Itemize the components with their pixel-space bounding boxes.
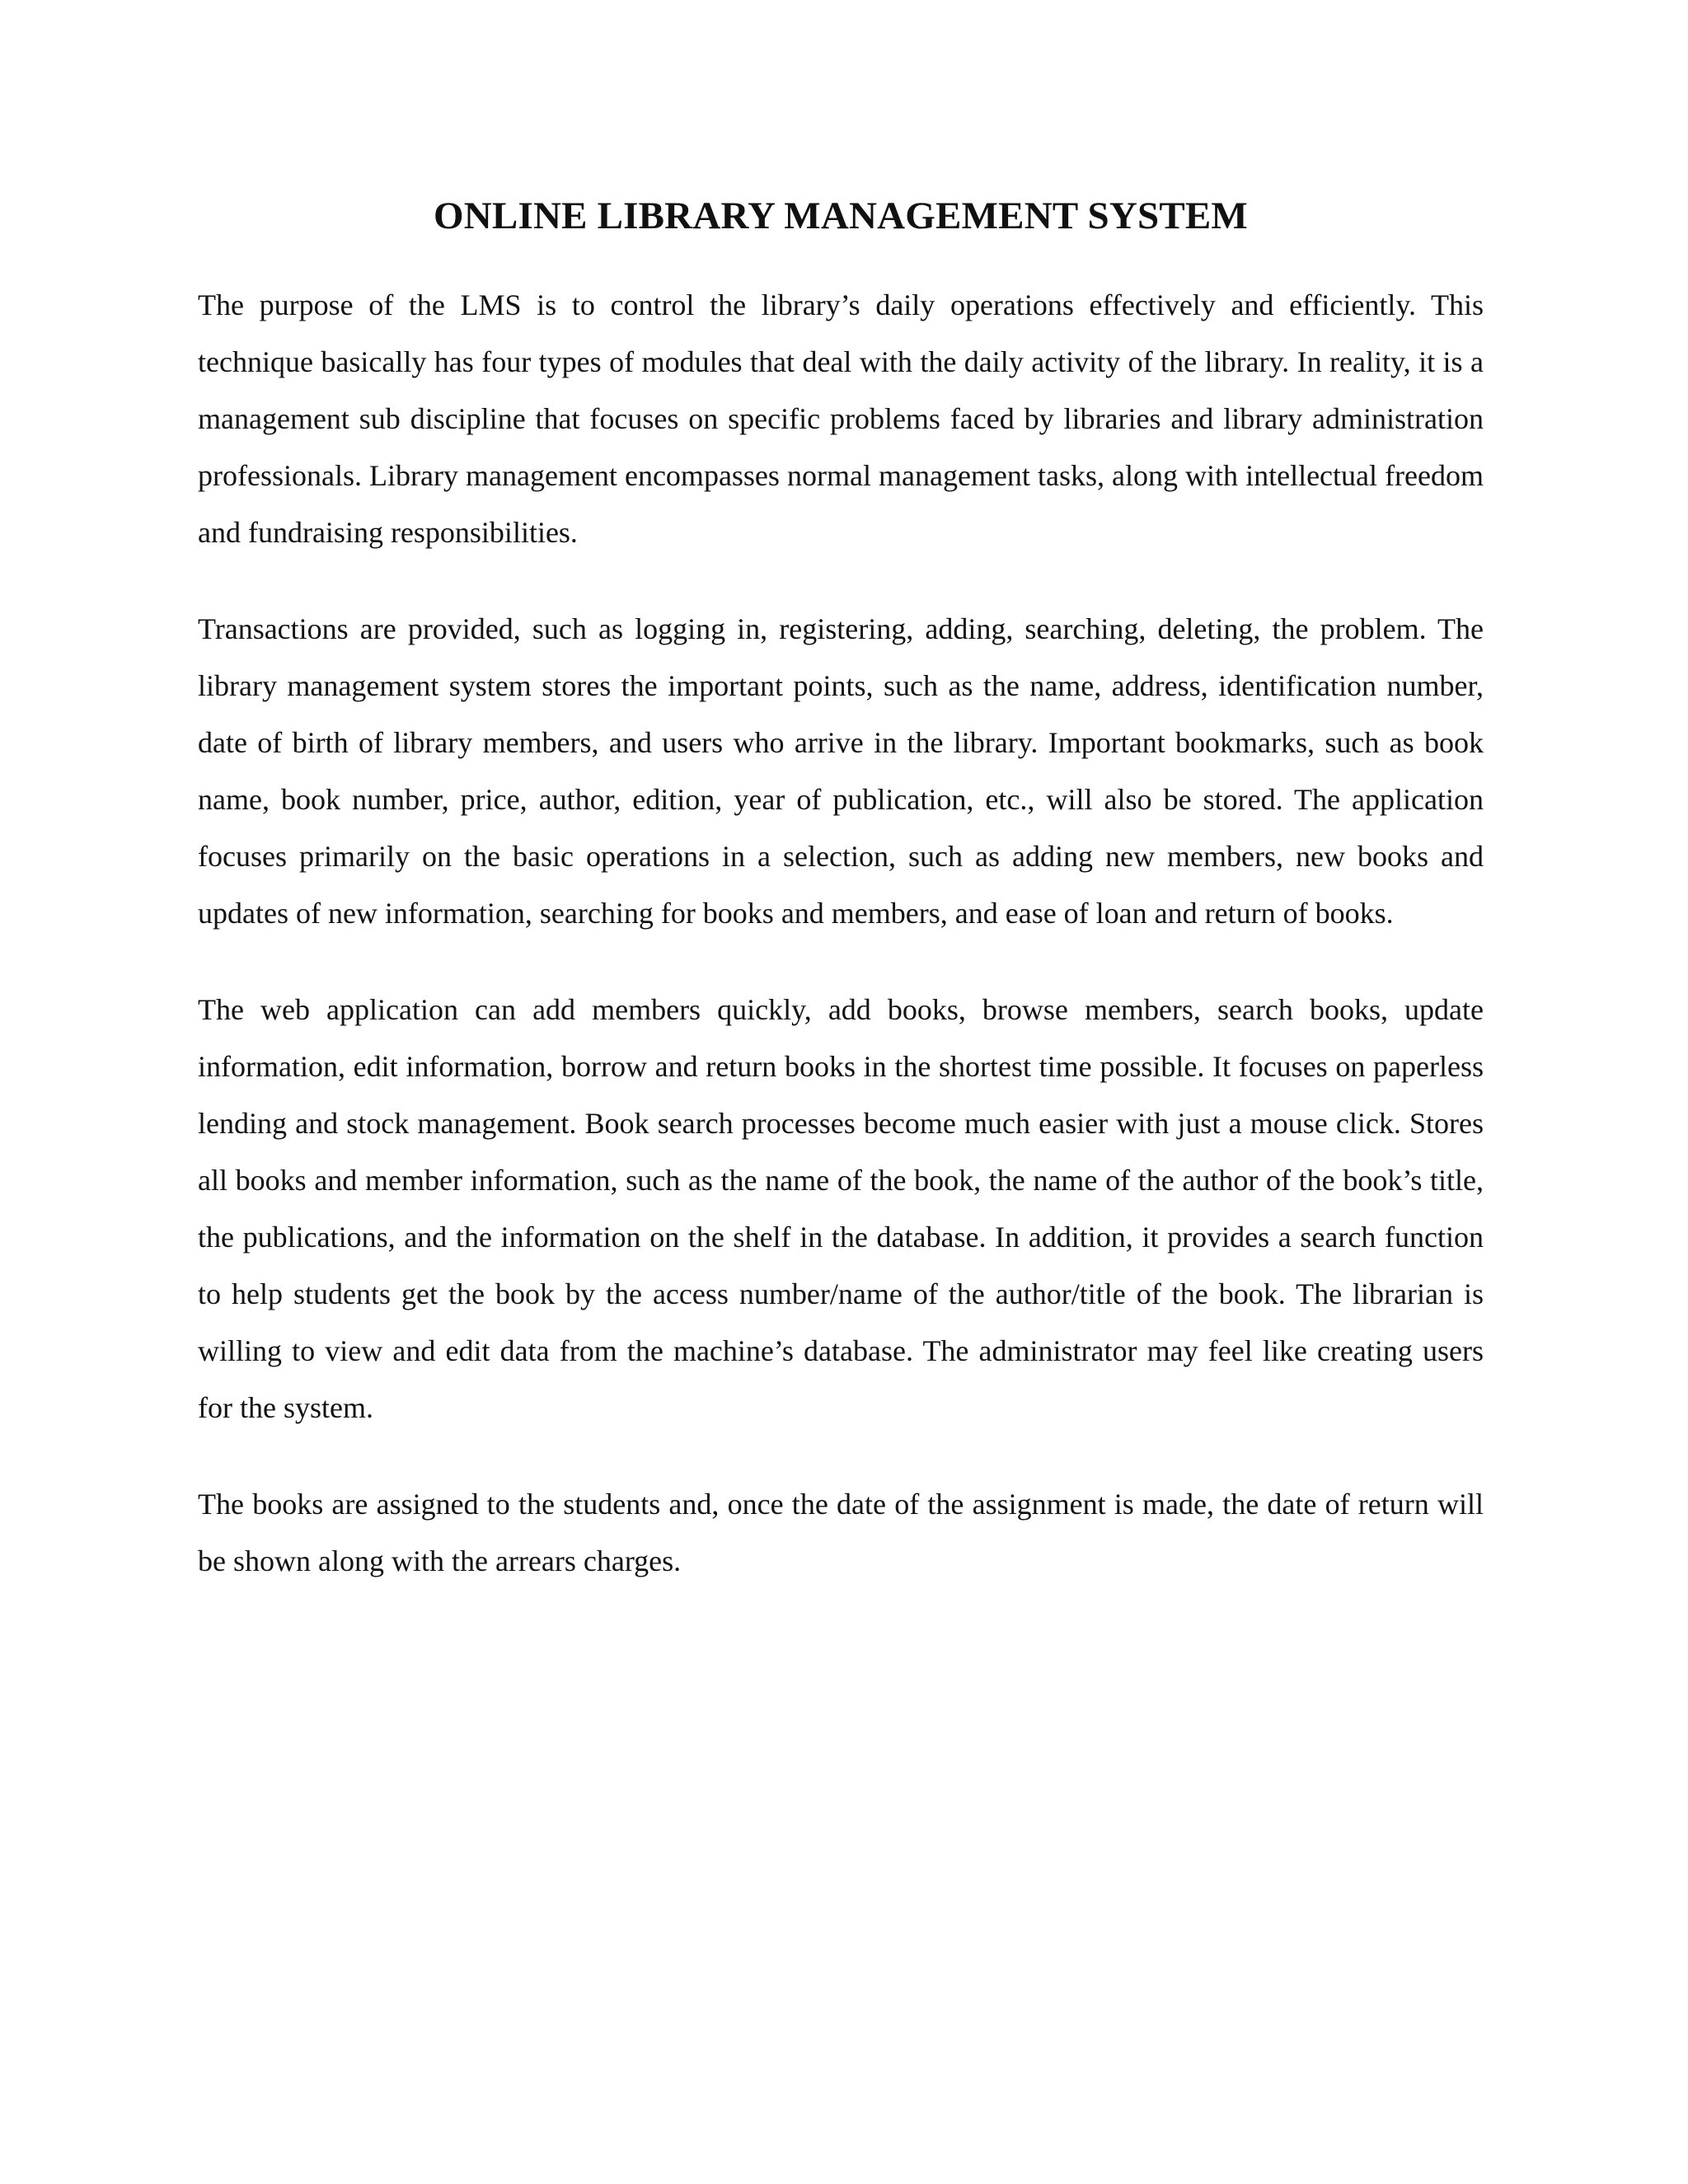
document-title: ONLINE LIBRARY MANAGEMENT SYSTEM	[434, 194, 1248, 237]
paragraph-book-assignment: The books are assigned to the students and, once the date of the assignment is made, the date of return will be shown along with the arrears charges.	[198, 1488, 1484, 1577]
paragraph-purpose: The purpose of the LMS is to control the library’s daily operations effectively and efficiently. This technique basically has four types of modules that deal with the daily activity of the library. In reality, it is a management sub discipline that focuses on specific problems faced by libraries and library administration professionals. Library management encompasses normal management tasks, along with intellectual freedom and fundraising responsibilities.	[198, 288, 1484, 549]
paragraph-web-application: The web application can add members quickly, add books, browse members, search books, update information, edit information, borrow and return books in the shortest time possible. It focuses on paperless lending and stock management. Book search processes become much easier with just a mouse click. Stores all books and member information, such as the name of the book, the name of the author of the book’s title, the publications, and the information on the shelf in the database. In addition, it provides a search function to help students get the book by the access number/name of the author/title of the book. The librarian is willing to view and edit data from the machine’s database. The administrator may feel like creating users for the system.	[198, 993, 1484, 1424]
document-body	[198, 277, 1484, 1629]
paragraph-transactions: Transactions are provided, such as logging in, registering, adding, searching, deleting, the problem. The library management system stores the important points, such as the name, address, identification number, date of birth of library members, and users who arrive in the library. Important bookmarks, such as book name, book number, price, author, edition, year of publication, etc., will also be stored. The application focuses primarily on the basic operations in a selection, such as adding new members, new books and updates of new information, searching for books and members, and ease of loan and return of books.	[198, 612, 1484, 930]
